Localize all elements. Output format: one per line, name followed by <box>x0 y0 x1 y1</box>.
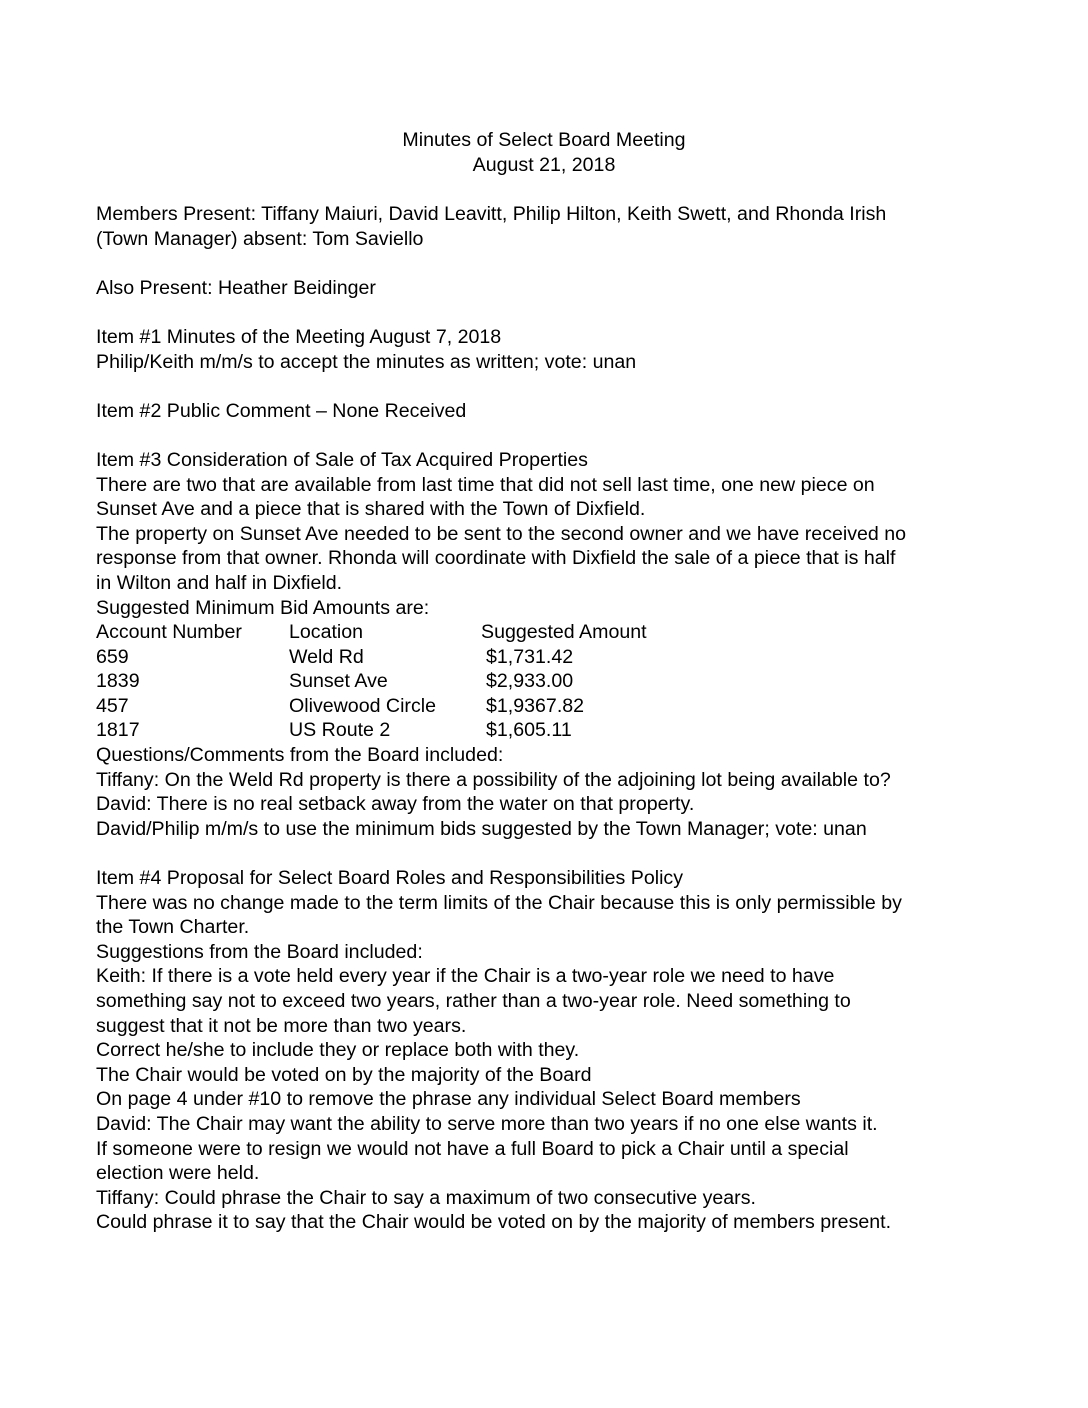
item-3-paragraph-line: Sunset Ave and a piece that is shared with the Town of Dixfield. <box>96 498 646 521</box>
item-3-paragraph-line: The property on Sunset Ave needed to be sent to the second owner and we have received no <box>96 522 907 545</box>
account-number-cell: 659 <box>96 645 129 668</box>
account-number-cell: 457 <box>96 694 129 717</box>
table-row <box>96 669 996 694</box>
board-suggestion: Tiffany: Could phrase the Chair to say a maximum of two consecutive years. <box>96 1186 756 1209</box>
item-3-motion: David/Philip m/m/s to use the minimum bids suggested by the Town Manager; vote: unan <box>96 817 867 840</box>
account-number-cell: 1817 <box>96 719 140 742</box>
board-suggestion: Correct he/she to include they or replace both with they. <box>96 1039 580 1062</box>
members-present-line: Members Present: Tiffany Maiuri, David Leavitt, Philip Hilton, Keith Swett, and Rhonda Irish <box>96 203 887 225</box>
table-row <box>96 645 996 670</box>
bid-amounts-intro: Suggested Minimum Bid Amounts are: <box>96 596 430 619</box>
column-header-account: Account Number <box>96 621 242 644</box>
item-3-paragraph-line: in Wilton and half in Dixfield. <box>96 571 343 594</box>
item-4-heading: Item #4 Proposal for Select Board Roles and Responsibilities Policy <box>96 867 684 890</box>
item-4-paragraph-line: the Town Charter. <box>96 916 250 939</box>
item-3-paragraph-line: response from that owner. Rhonda will coordinate with Dixfield the sale of a piece that is half <box>96 547 896 570</box>
item-2-section <box>96 399 996 424</box>
amount-cell: $1,731.42 <box>486 645 574 668</box>
bid-table <box>96 620 996 743</box>
document-header <box>0 128 1088 177</box>
account-number-cell: 1839 <box>96 670 140 693</box>
amount-cell: $2,933.00 <box>486 670 574 693</box>
also-present-line: Also Present: Heather Beidinger <box>96 276 376 299</box>
item-3-paragraph-line: There are two that are available from last time that did not sell last time, one new piece on <box>96 473 875 496</box>
attendance-section <box>96 202 996 300</box>
board-suggestion: Keith: If there is a vote held every year if the Chair is a two-year role we need to have <box>96 965 835 988</box>
item-3-heading: Item #3 Consideration of Sale of Tax Acquired Properties <box>96 448 588 471</box>
location-cell: Sunset Ave <box>289 670 388 693</box>
location-cell: Olivewood Circle <box>289 694 437 717</box>
table-row <box>96 694 996 719</box>
document-title: Minutes of Select Board Meeting <box>402 129 686 151</box>
comments-intro: Questions/Comments from the Board included: <box>96 744 504 767</box>
board-suggestion: something say not to exceed two years, rather than a two-year role. Need something to <box>96 990 851 1012</box>
item-1-section <box>96 325 996 374</box>
item-2-heading: Item #2 Public Comment – None Received <box>96 399 467 422</box>
item-4-paragraph-line: There was no change made to the term limits of the Chair because this is only permissible by <box>96 891 902 914</box>
amount-cell: $1,9367.82 <box>486 694 585 717</box>
bid-table-header <box>96 620 996 645</box>
board-suggestion: The Chair would be voted on by the majority of the Board <box>96 1063 592 1086</box>
board-comment: Tiffany: On the Weld Rd property is there a possibility of the adjoining lot being available to? <box>96 768 891 791</box>
item-1-motion: Philip/Keith m/m/s to accept the minutes as written; vote: unan <box>96 350 637 373</box>
board-suggestion: If someone were to resign we would not have a full Board to pick a Chair until a special <box>96 1137 849 1160</box>
item-1-heading: Item #1 Minutes of the Meeting August 7, 2018 <box>96 325 502 348</box>
table-row <box>96 718 996 743</box>
minutes-body <box>96 202 996 1235</box>
board-suggestion: Could phrase it to say that the Chair would be voted on by the majority of members present. <box>96 1211 892 1234</box>
location-cell: Weld Rd <box>289 645 364 668</box>
column-header-amount: Suggested Amount <box>481 621 647 644</box>
amount-cell: $1,605.11 <box>486 719 572 742</box>
suggestions-intro: Suggestions from the Board included: <box>96 940 423 963</box>
members-absent-line: (Town Manager) absent: Tom Saviello <box>96 227 424 250</box>
location-cell: US Route 2 <box>289 719 391 742</box>
board-suggestion: On page 4 under #10 to remove the phrase any individual Select Board members <box>96 1088 801 1111</box>
item-4-section <box>96 866 996 1235</box>
board-suggestion: David: The Chair may want the ability to serve more than two years if no one else wants it. <box>96 1112 878 1135</box>
meeting-date: August 21, 2018 <box>472 153 616 176</box>
column-header-location: Location <box>289 621 364 644</box>
board-suggestion: election were held. <box>96 1162 260 1185</box>
item-3-section <box>96 448 996 842</box>
board-suggestion: suggest that it not be more than two years. <box>96 1014 467 1037</box>
board-comment: David: There is no real setback away from the water on that property. <box>96 793 695 816</box>
